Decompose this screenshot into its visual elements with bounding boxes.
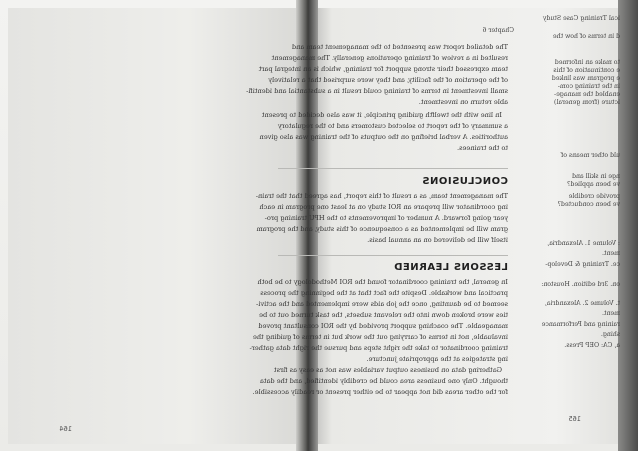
text-line: a summary of the report to selected customers and to the regulatory xyxy=(277,122,508,130)
text-line: small investment in terms of training could result in a substantial and identifi- xyxy=(246,87,508,95)
section-heading-lessons-learned: LESSONS LEARNED xyxy=(393,262,508,273)
text-line: to the trainees. xyxy=(457,144,508,152)
text-line: resulted in a review of training operations generally. The management xyxy=(271,54,508,62)
margin-line: to make an informed xyxy=(554,59,620,66)
page-number-left: 164 xyxy=(59,425,72,433)
margin-line: a, CA: OEP Press. xyxy=(564,342,620,349)
text-line: thought. Only one business area could be credibly identified, and the data xyxy=(259,377,508,385)
chapter-label: Chapter 6 xyxy=(482,27,514,34)
margin-line: ment. xyxy=(602,310,620,317)
margin-line: enabled the manage- xyxy=(554,91,620,98)
margin-line: d in terms of how the xyxy=(552,33,620,40)
text-line: for the other areas did not appear to be either present or readily accessible. xyxy=(252,388,508,396)
text-line: manageable. The coaching support provided by the ROI consultant proved xyxy=(258,322,508,330)
margin-line: on. 3rd edition. Houston: xyxy=(541,281,620,288)
text-line: In line with the twelfth guiding principle, it was also decided to present xyxy=(261,111,502,119)
margin-line: in the training com- xyxy=(557,83,620,90)
text-line: practical and workable. Despite the fact that at the beginning the process xyxy=(260,289,508,297)
margin-line: provide credible xyxy=(568,193,620,200)
margin-line: raining and Performance xyxy=(541,321,620,328)
divider-rule xyxy=(278,255,508,256)
text-line: seemed to be daunting, once the job aids were implemented and the activi- xyxy=(256,300,508,308)
text-line: authorities. A verbal briefing on the outputs of the training was also given xyxy=(259,133,508,141)
margin-line: ment. xyxy=(602,250,620,257)
margin-line: ve been applied? xyxy=(567,181,620,188)
margin-line: e continuation of this xyxy=(553,67,620,74)
text-line: The management team, as a result of this report, has agreed that the train- xyxy=(255,192,508,200)
text-line: The detailed report was presented to the management team and xyxy=(291,43,508,51)
margin-line: nge in skill and xyxy=(572,173,620,180)
text-line: ties were broken down into the relevant subsets, the task turned out to be xyxy=(259,311,508,319)
text-line: In general, the training coordinator found the ROI Methodology to be both xyxy=(257,278,508,286)
text-line: itself will be delivered on an annual basis. xyxy=(367,236,508,244)
text-line: year going forward. A number of improvements to the HPU training pro- xyxy=(264,214,508,222)
section-heading-conclusions: CONCLUSIONS xyxy=(421,176,508,187)
margin-line: ce. Training & Develop- xyxy=(545,261,620,268)
page-number-right: 165 xyxy=(568,415,581,423)
text-line: ing coordinator will prepare an ROI study on at least one program in each xyxy=(259,203,508,211)
margin-line: t. Volume 2. Alexandria, xyxy=(544,300,620,307)
margin-line: : Volume 1. Alexandria, xyxy=(547,240,620,247)
margin-line: uld other means of xyxy=(560,152,620,159)
text-line: invaluable, not in terms of carrying out the work but in terms of guiding the xyxy=(253,333,508,341)
margin-line: ical Training Case Study xyxy=(542,15,620,22)
margin-line: ve been conducted? xyxy=(557,201,620,208)
text-line: team expressed their strong support for training, which is an integral part xyxy=(258,65,508,73)
margin-line: shing. xyxy=(600,331,620,338)
text-line: training coordinator to take the right steps and pursue the right data gather- xyxy=(249,344,508,352)
divider-rule xyxy=(278,168,508,169)
text-line: able return on investment. xyxy=(418,98,508,106)
text-line: Gathering data on business output variables was not as easy as first xyxy=(273,366,502,374)
text-line: gram will be implemented as a consequence of this study, and the program xyxy=(256,225,508,233)
text-line: ing strategies at the appropriate juncture. xyxy=(366,355,508,363)
margin-line: icture (from general) xyxy=(553,99,620,106)
margin-line: e program was linked xyxy=(551,75,620,82)
text-line: of the operation of the facility, and they were surprised that a relatively xyxy=(268,76,508,84)
